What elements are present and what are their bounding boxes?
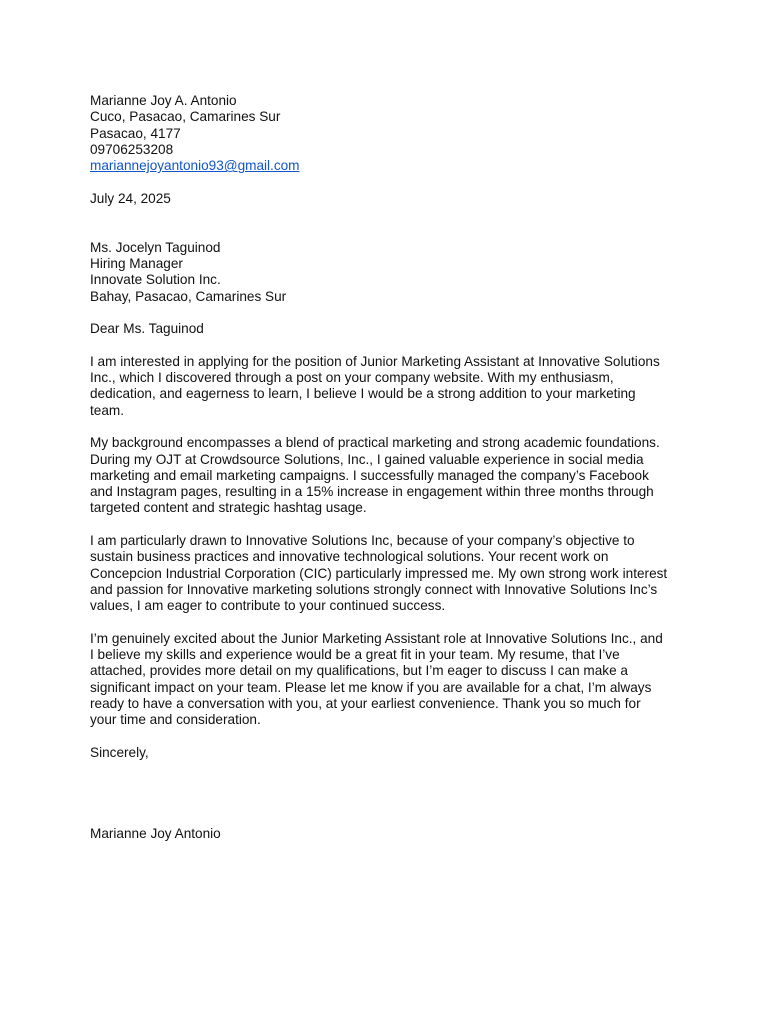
paragraph-line: Concepcion Industrial Corporation (CIC) particularly impressed me. My own strong work interest [90,565,668,581]
paragraph-line: attached, provides more detail on my qualifications, but I’m eager to discuss I can make a [90,663,628,679]
body-paragraph-2 [90,435,680,516]
paragraph-line: and passion for Innovative marketing solutions strongly connect with Innovative Solutions Inc’s [90,581,658,597]
body-paragraph-1 [90,354,680,419]
paragraph-line: I am particularly drawn to Innovative Solutions Inc, because of your company’s objective to [90,533,635,549]
signature-block [90,826,680,842]
salutation: Dear Ms. Taguinod [90,321,204,337]
body-paragraph-4 [90,631,680,729]
paragraph-line: team. [90,402,124,418]
recipient-company: Innovate Solution Inc. [90,272,221,288]
paragraph-line: Inc., which I discovered through a post on your company website. With my enthusiasm, [90,370,614,386]
paragraph-line: marketing and email marketing campaigns. I successfully managed the company’s Facebook [90,467,649,483]
paragraph-line: ready to have a conversation with you, at your earliest convenience. Thank you so much for [90,695,641,711]
paragraph-line: significant impact on your team. Please let me know if you are available for a chat, I’m always [90,679,652,695]
body-paragraph-3 [90,533,680,614]
recipient-title: Hiring Manager [90,255,183,271]
sender-name: Marianne Joy A. Antonio [90,93,237,108]
sender-email-link[interactable]: mariannejoyantonio93@gmail.com [90,158,300,174]
paragraph-line: I believe my skills and experience would be a great fit in your team. My resume, that I’ve [90,647,620,663]
sender-address-line1: Cuco, Pasacao, Camarines Sur [90,109,281,125]
paragraph-line: My background encompasses a blend of practical marketing and strong academic foundations. [90,435,660,451]
paragraph-line: your time and consideration. [90,712,261,728]
closing: Sincerely, [90,744,149,760]
sender-block [90,93,680,174]
paragraph-line: dedication, and eagerness to learn, I believe I would be a strong addition to your marketing [90,386,636,402]
recipient-block [90,240,680,305]
paragraph-line: targeted content and strategic hashtag usage. [90,500,367,516]
paragraph-line: values, I am eager to contribute to your continued success. [90,598,446,614]
recipient-name: Ms. Jocelyn Taguinod [90,239,221,255]
paragraph-line: During my OJT at Crowdsource Solutions, Inc., I gained valuable experience in social media [90,451,644,467]
letter-date: July 24, 2025 [90,190,171,206]
closing-block [90,745,680,761]
sender-address-line2: Pasacao, 4177 [90,125,181,141]
date-block [90,191,680,207]
recipient-address: Bahay, Pasacao, Camarines Sur [90,288,287,304]
paragraph-line: I am interested in applying for the position of Junior Marketing Assistant at Innovative Solutions [90,353,660,369]
salutation-block [90,321,680,337]
sender-phone: 09706253208 [90,141,174,157]
signature-name: Marianne Joy Antonio [90,826,221,842]
paragraph-line: I’m genuinely excited about the Junior Marketing Assistant role at Innovative Solutions Inc., and [90,630,663,646]
paragraph-line: and Instagram pages, resulting in a 15% increase in engagement within three months through [90,484,654,500]
paragraph-line: sustain business practices and innovative technological solutions. Your recent work on [90,549,609,565]
